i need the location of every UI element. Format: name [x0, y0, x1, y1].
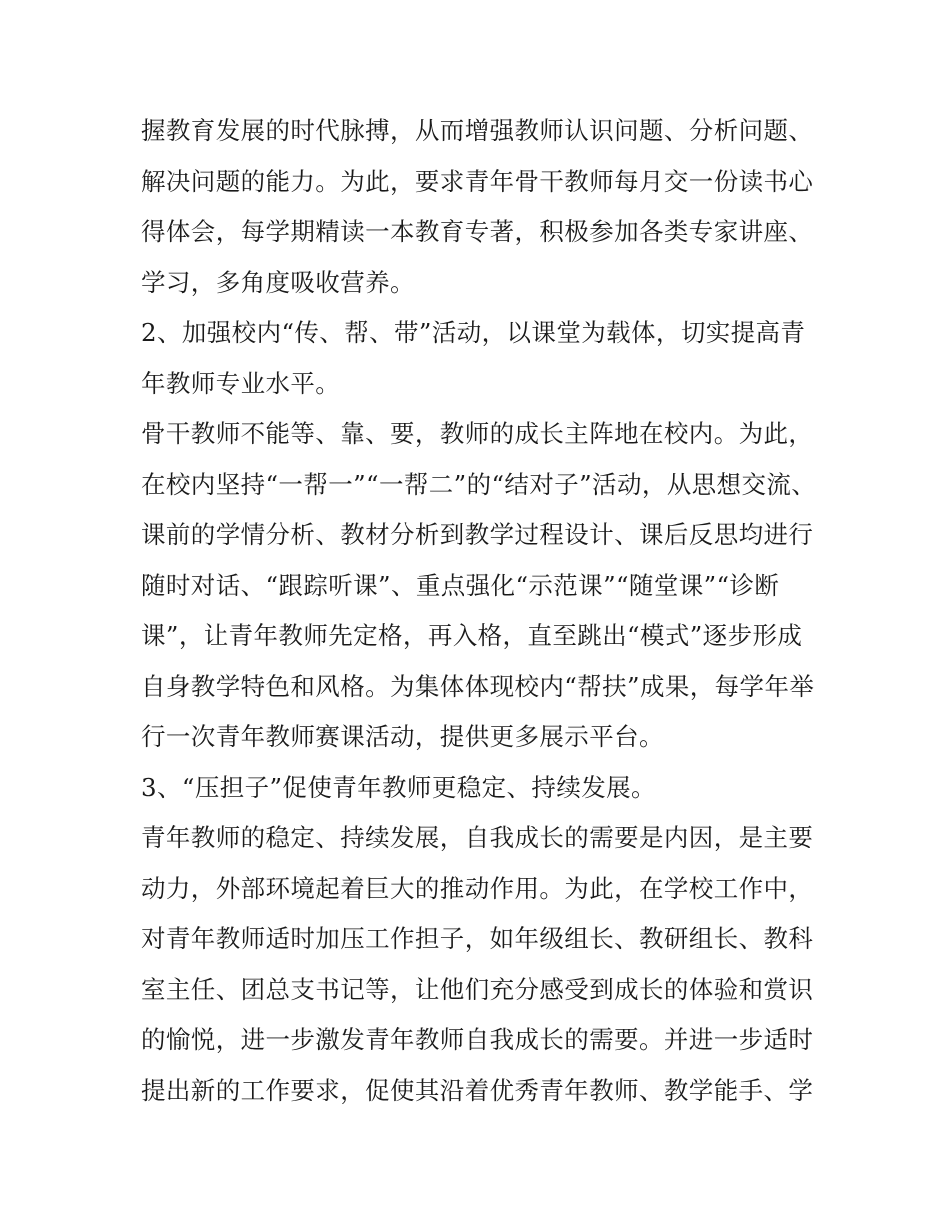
text-line: 提出新的工作要求，促使其沿着优秀青年教师、教学能手、学 [141, 1075, 814, 1105]
text-line: 学习，多角度吸收营养。 [141, 267, 415, 297]
text-line: 随时对话、“跟踪听课”、重点强化“示范课”“随堂课”“诊断 [141, 570, 780, 600]
section-heading: 3、“压担子”促使青年教师更稳定、持续发展。 [141, 772, 656, 802]
text-line: 的愉悦，进一步激发青年教师自我成长的需要。并进一步适时 [141, 1025, 814, 1054]
text-line: 课”，让青年教师先定格，再入格，直至跳出“模式”逐步形成 [141, 621, 803, 650]
text-line: 得体会，每学期精读一本教育专著，积极参加各类专家讲座、 [141, 217, 814, 246]
text-line: 动力，外部环境起着巨大的推动作用。为此，在学校工作中， [141, 873, 814, 903]
text-line: 解决问题的能力。为此，要求青年骨干教师每月交一份读书心 [141, 166, 814, 196]
text-line: 室主任、团总支书记等，让他们充分感受到成长的体验和赏识 [141, 974, 814, 1004]
text-line: 握教育发展的时代脉搏，从而增强教师认识问题、分析问题、 [141, 116, 814, 145]
text-line: 自身教学特色和风格。为集体体现校内“帮扶”成果，每学年举 [141, 671, 815, 701]
section-heading: 2、加强校内“传、帮、带”活动，以课堂为载体，切实提高青 [141, 318, 806, 347]
text-line: 课前的学情分析、教材分析到教学过程设计、课后反思均进行 [141, 520, 814, 549]
text-line: 青年教师的稳定、持续发展，自我成长的需要是内因，是主要 [141, 823, 814, 852]
section-heading: 年教师专业水平。 [141, 368, 341, 398]
text-line: 在校内坚持“一帮一”“一帮二”的“结对子”活动，从思想交流、 [141, 469, 817, 499]
document-body [141, 106, 821, 1116]
text-line: 骨干教师不能等、靠、要，教师的成长主阵地在校内。为此， [141, 419, 814, 448]
text-line: 对青年教师适时加压工作担子，如年级组长、教研组长、教科 [141, 924, 814, 953]
text-line: 行一次青年教师赛课活动，提供更多展示平台。 [141, 722, 664, 751]
